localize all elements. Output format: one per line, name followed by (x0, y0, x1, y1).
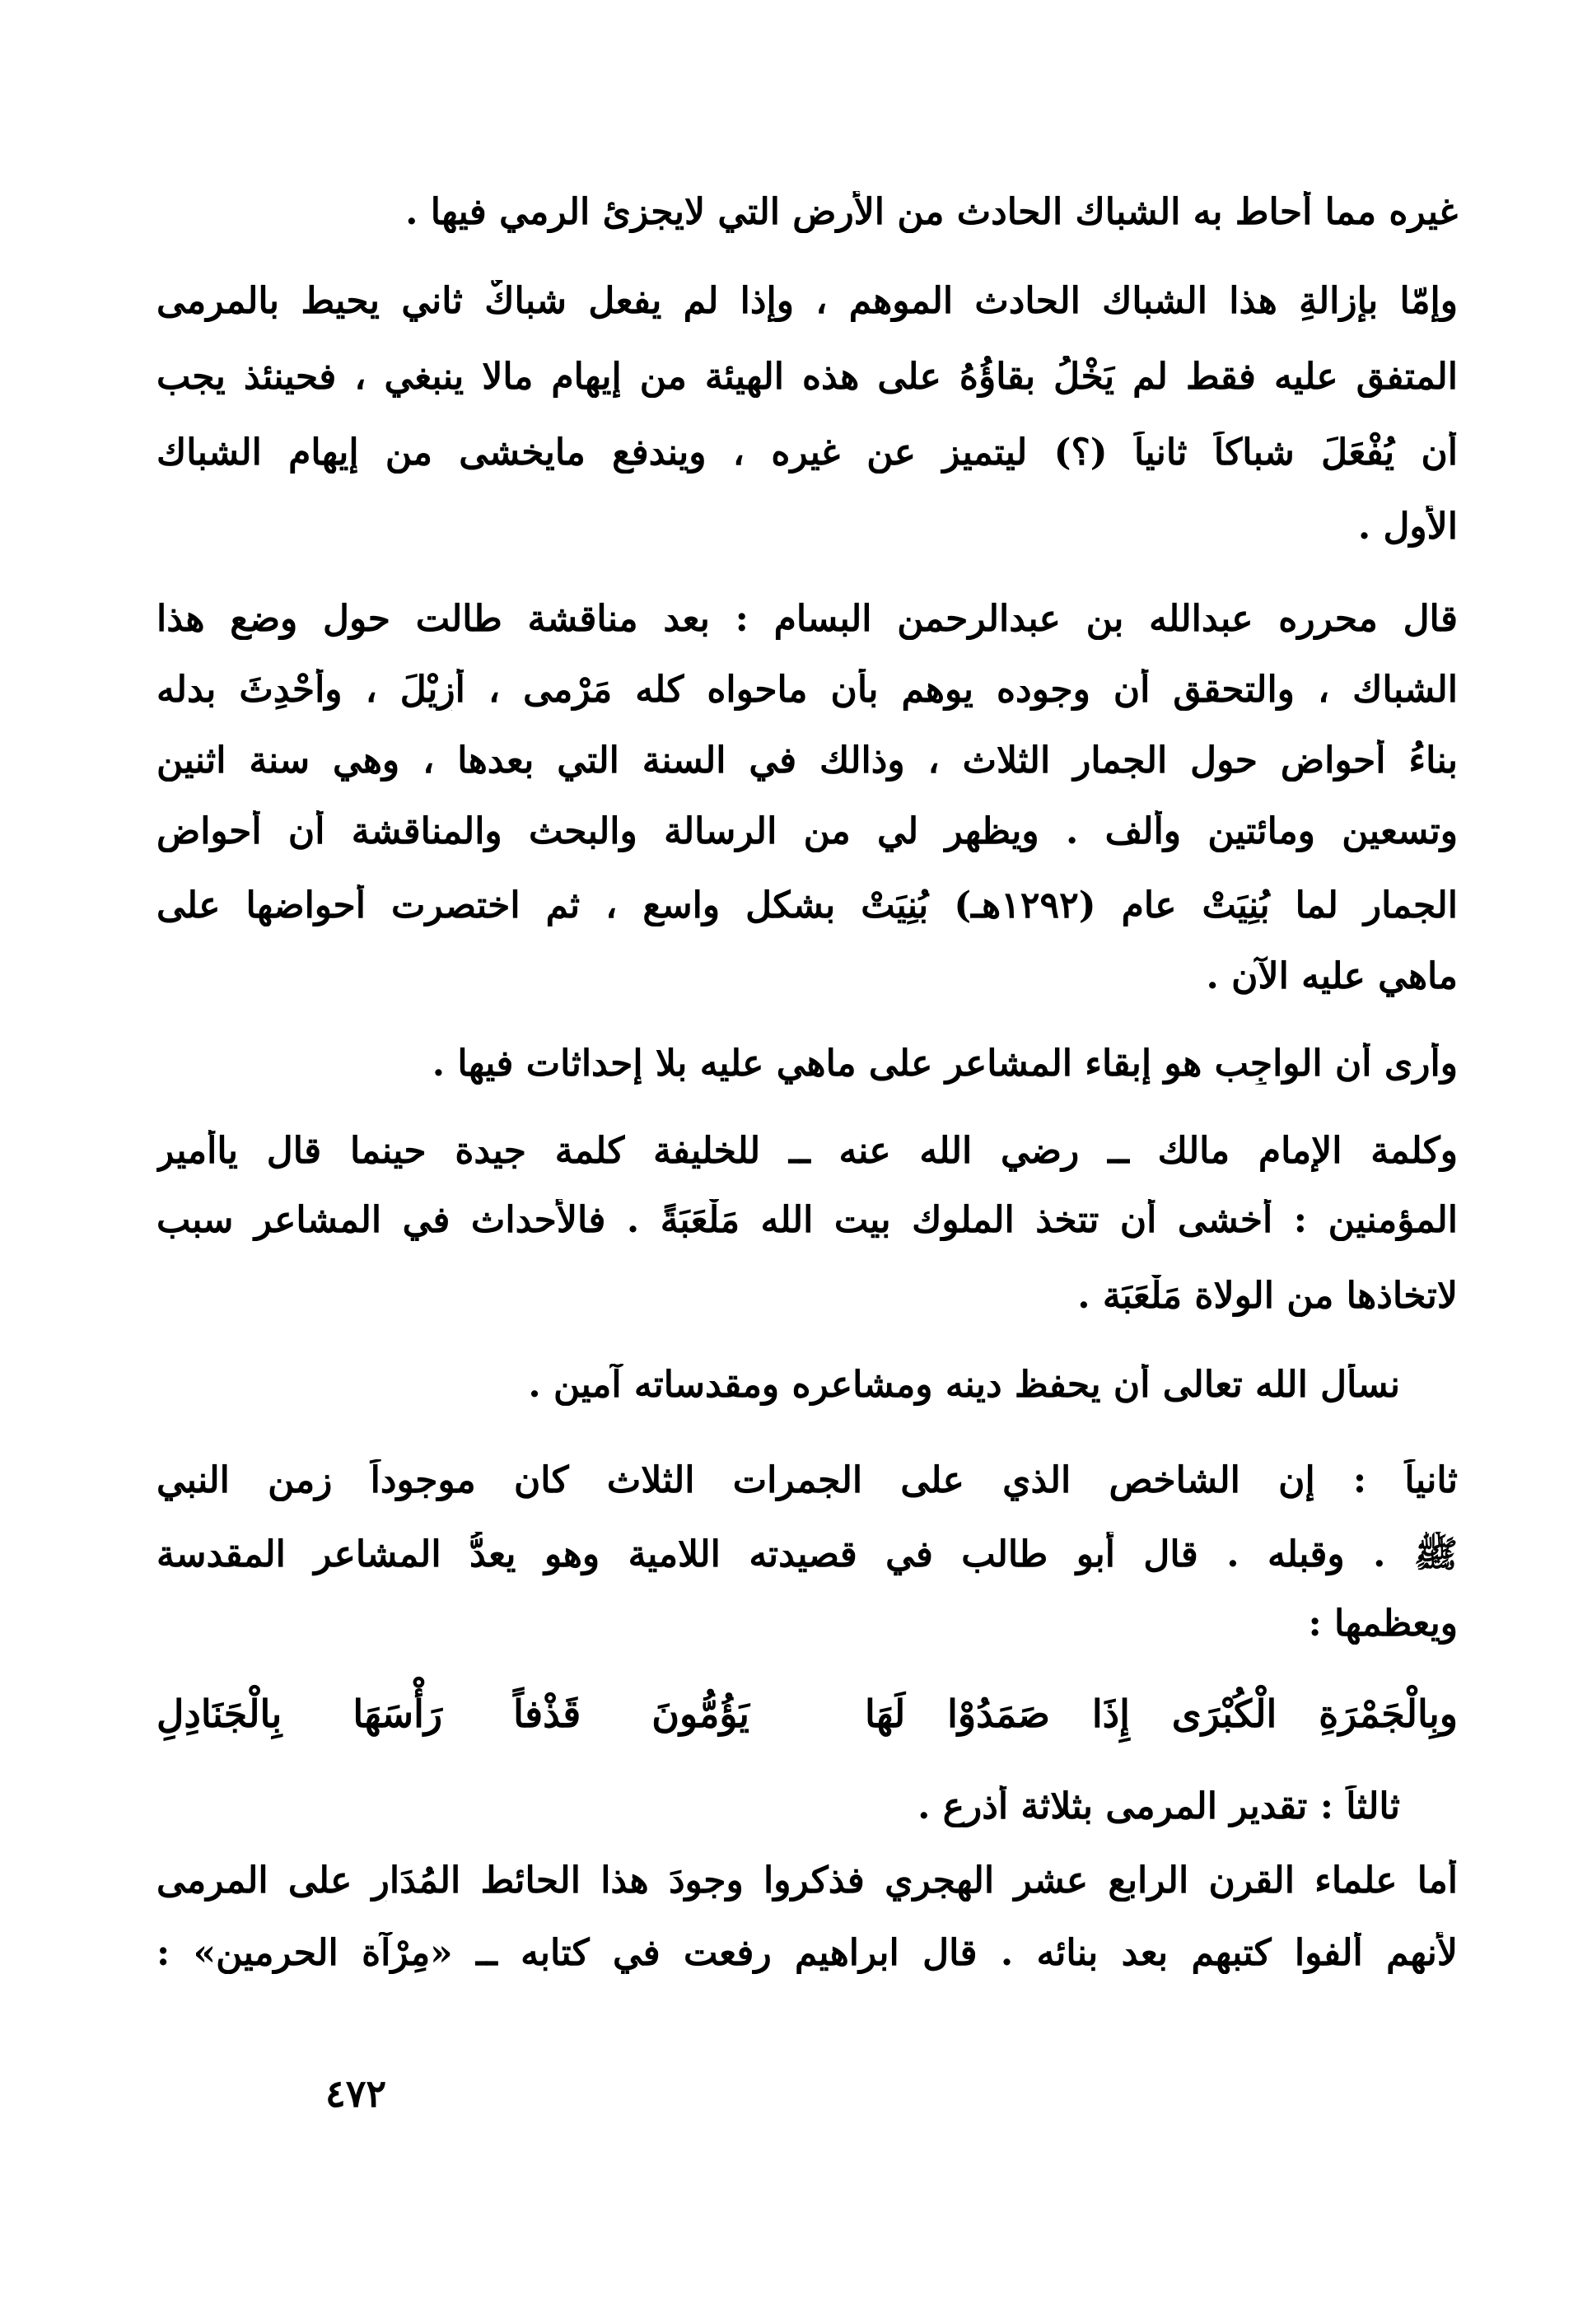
text-line: لاتخاذها من الولاة مَلْعَبَة . (1077, 1275, 1458, 1317)
text-line: ﷺ . وقبله . قال أبو طالب في قصيدته اللامية وهو يعدُّ المشاعر المقدسة (156, 1533, 1458, 1575)
text-line: ثالثاً : تقدير المرمى بثلاثة أذرع . (917, 1785, 1400, 1827)
text-line: الشباك ، والتحقق أن وجوده يوهم بأن ماحواه كله مَرْمى ، أُزِيْلَ ، وأُحْدِثَ بدله (156, 669, 1458, 711)
text-line: ماهي عليه الآن . (1206, 955, 1458, 997)
text-line: وأرى أن الواجِب هو إبقاء المشاعر على ماهي عليه بلا إحداثات فيها . (432, 1043, 1458, 1085)
text-line: المؤمنين : أخشى أن تتخذ الملوك بيت الله مَلْعَبَةً . فالأحداث في المشاعر سبب (156, 1199, 1458, 1241)
verse-first-hemistich: وبِالْجَمْرَةِ الْكُبْرَى إِذَا صَمَدُوْا لَهَا (865, 1692, 1458, 1736)
text-line: وكلمة الإمام مالك ــ رضي الله عنه ــ للخليفة كلمة جيدة حينما قال ياأمير (156, 1130, 1458, 1172)
text-line: أن يُفْعَلَ شباكاً ثانياً (؟) ليتميز عن غيره ، ويندفع مايخشى من إيهام الشباك (156, 432, 1458, 474)
text-line: أما علماء القرن الرابع عشر الهجري فذكروا وجودَ هذا الحائط المُدَارِ على المرمى (156, 1860, 1458, 1902)
text-line: ثانياً : إن الشاخص الذي على الجمرات الثلاث كان موجوداً زمن النبي (156, 1459, 1458, 1501)
text-line: لأنهم ألفوا كتبهم بعد بنائه . قال ابراهيم رفعت في كتابه ــ «مِرْآة الحرمين» : (156, 1932, 1458, 1974)
text-line: قال محرره عبدالله بن عبدالرحمن البسام : بعد مناقشة طالت حول وضع هذا (156, 598, 1458, 640)
text-line: وتسعين ومائتين وألف . ويظهر لي من الرسالة والبحث والمناقشة أن أحواض (156, 810, 1458, 852)
text-line: بناءُ أحواضٍ حول الجمار الثلاث ، وذالك في السنة التي بعدها ، وهي سنة اثنين (156, 740, 1458, 782)
text-line: الأول . (1357, 506, 1458, 548)
text-line: المتفق عليه فقط لم يَخْلُ بقاؤُهُ على هذه الهيئة من إيهامِ مالا ينبغي ، فحينئذ يجب (156, 356, 1458, 398)
text-line: وإمّا بإزالةِ هذا الشباك الحادث الموهم ، وإذا لم يفعل شباكٌ ثاني يحيط بالمرمى (156, 280, 1458, 322)
verse-second-hemistich: يَؤُمُّونَ قَذْفاً رَأْسَهَا بِالْجَنَادِلِ (156, 1692, 749, 1736)
text-line: ويعظمها : (1308, 1603, 1458, 1645)
page-number: ٤٧٢ (325, 2071, 387, 2116)
text-line: غيره مما أحاط به الشباك الحادث من الأرض التي لايجزئ الرمي فيها . (405, 191, 1458, 233)
text-line: نسأل الله تعالى أن يحفظ دينه ومشاعره ومقدساته آمين . (528, 1364, 1400, 1406)
text-line: الجمار لما بُنِيَتْ عام (١٢٩٢هـ) بُنِيَتْ بشكل واسع ، ثم اختصرت أحواضها على (156, 884, 1458, 926)
